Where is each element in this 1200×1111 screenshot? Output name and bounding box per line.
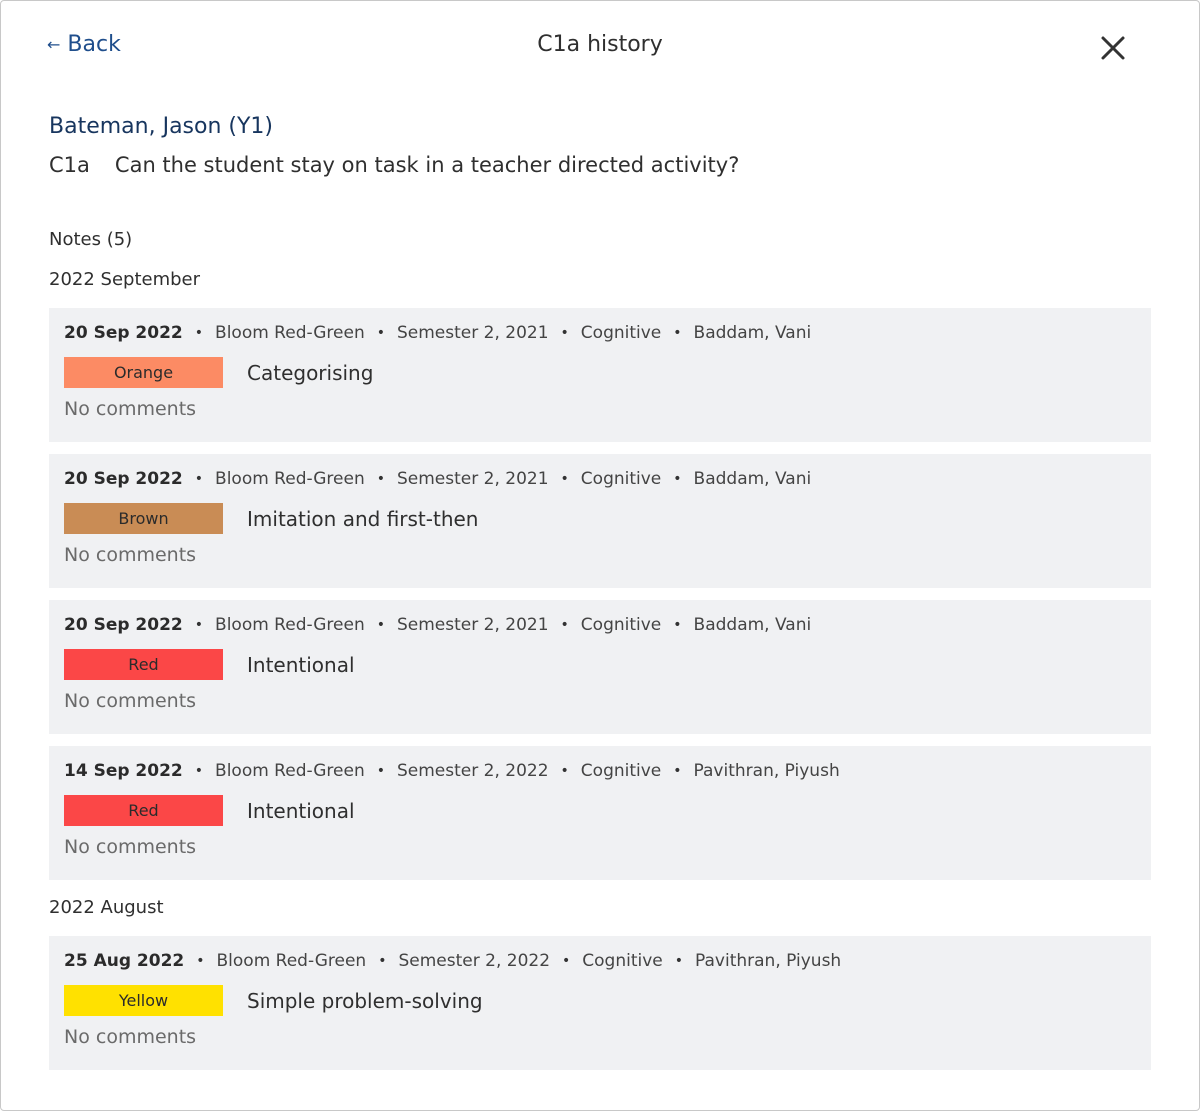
dialog-content (49, 109, 1151, 1082)
month-heading: 2022 September (49, 269, 201, 290)
question-row (49, 153, 1151, 177)
bullet-icon: • (673, 325, 682, 341)
note-level: Imitation and first-then (247, 506, 479, 531)
note-domain: Cognitive (580, 469, 662, 489)
note-level: Simple problem-solving (247, 988, 483, 1013)
note-domain: Cognitive (580, 615, 662, 635)
note-date: 20 Sep 2022 (64, 615, 183, 635)
bullet-icon: • (376, 763, 385, 779)
dialog-title: C1a history (537, 32, 663, 57)
note-author: Baddam, Vani (693, 469, 812, 489)
note-framework: Bloom Red-Green (215, 469, 365, 489)
note-card (49, 746, 1151, 880)
note-semester: Semester 2, 2022 (398, 951, 551, 971)
note-meta (64, 949, 1136, 973)
bullet-icon: • (673, 471, 682, 487)
color-badge: Orange (64, 357, 223, 388)
bullet-icon: • (560, 617, 569, 633)
note-semester: Semester 2, 2021 (397, 469, 549, 489)
note-meta (64, 321, 1136, 345)
bullet-icon: • (674, 953, 684, 969)
bullet-icon: • (562, 953, 571, 969)
note-list (49, 936, 1151, 1070)
bullet-icon: • (560, 325, 569, 341)
note-domain: Cognitive (580, 323, 662, 343)
note-framework: Bloom Red-Green (215, 323, 365, 343)
close-button[interactable] (1097, 32, 1129, 64)
bullet-icon: • (194, 763, 204, 779)
note-body (64, 503, 1136, 534)
color-badge: Red (64, 649, 223, 680)
note-author: Pavithran, Piyush (693, 761, 840, 781)
note-body (64, 795, 1136, 826)
note-date: 20 Sep 2022 (64, 323, 183, 343)
notes-heading: Notes (5) (49, 229, 133, 250)
note-level: Intentional (247, 652, 355, 677)
dialog-header (1, 1, 1199, 93)
color-badge: Yellow (64, 985, 223, 1016)
note-framework: Bloom Red-Green (215, 761, 365, 781)
bullet-icon: • (673, 617, 682, 633)
back-arrow-icon: ← (47, 34, 61, 54)
bullet-icon: • (376, 325, 385, 341)
note-author: Baddam, Vani (693, 323, 812, 343)
bullet-icon: • (196, 953, 205, 969)
note-card (49, 936, 1151, 1070)
note-comments: No comments (64, 544, 197, 566)
bullet-icon: • (560, 471, 569, 487)
note-semester: Semester 2, 2021 (397, 615, 549, 635)
note-comments: No comments (64, 690, 197, 712)
color-badge: Red (64, 795, 223, 826)
note-date: 25 Aug 2022 (64, 951, 185, 971)
note-semester: Semester 2, 2021 (397, 323, 549, 343)
student-name: Bateman, Jason (Y1) (49, 114, 274, 139)
bullet-icon: • (194, 471, 204, 487)
bullet-icon: • (194, 617, 204, 633)
color-badge: Brown (64, 503, 223, 534)
note-level: Intentional (247, 798, 355, 823)
bullet-icon: • (194, 325, 204, 341)
note-body (64, 985, 1136, 1016)
note-framework: Bloom Red-Green (215, 615, 365, 635)
question-code: C1a (49, 153, 90, 177)
note-comments: No comments (64, 836, 197, 858)
note-comments: No comments (64, 398, 197, 420)
bullet-icon: • (378, 953, 387, 969)
close-icon (1097, 32, 1129, 64)
bullet-icon: • (376, 617, 385, 633)
note-body (64, 357, 1136, 388)
note-framework: Bloom Red-Green (216, 951, 367, 971)
note-meta (64, 759, 1136, 783)
note-body (64, 649, 1136, 680)
note-domain: Cognitive (580, 761, 662, 781)
note-meta (64, 613, 1136, 637)
note-author: Baddam, Vani (693, 615, 812, 635)
note-comments: No comments (64, 1026, 197, 1048)
month-heading: 2022 August (49, 897, 164, 918)
note-level: Categorising (247, 360, 374, 385)
note-date: 20 Sep 2022 (64, 469, 183, 489)
note-meta (64, 467, 1136, 491)
note-card (49, 600, 1151, 734)
note-card (49, 308, 1151, 442)
note-list (49, 308, 1151, 880)
bullet-icon: • (673, 763, 682, 779)
note-date: 14 Sep 2022 (64, 761, 183, 781)
question-text: Can the student stay on task in a teacher directed activity? (114, 153, 740, 177)
bullet-icon: • (560, 763, 569, 779)
note-domain: Cognitive (582, 951, 663, 971)
note-author: Pavithran, Piyush (695, 951, 842, 971)
note-card (49, 454, 1151, 588)
bullet-icon: • (376, 471, 385, 487)
note-semester: Semester 2, 2022 (397, 761, 549, 781)
back-label: Back (67, 32, 121, 57)
